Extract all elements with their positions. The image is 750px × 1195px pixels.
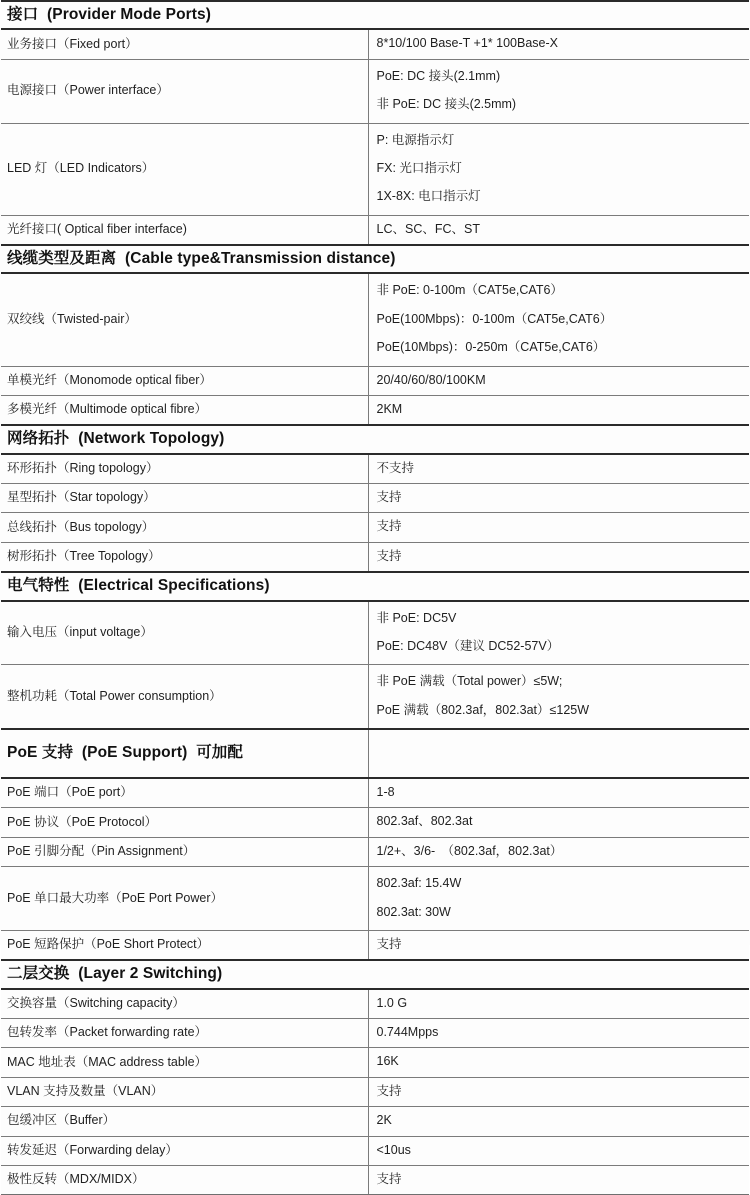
parameter-value-cell — [368, 454, 749, 484]
parameter-label: 包缓冲区（Buffer） — [7, 1113, 116, 1128]
section-title-cn: 接口 — [7, 6, 39, 23]
parameter-value: 16K — [376, 1054, 399, 1069]
parameter-value: 支持 — [376, 1171, 402, 1186]
parameter-label: 总线拓扑（Bus topology） — [7, 519, 155, 534]
table-row — [1, 123, 749, 215]
parameter-value-cell — [368, 1077, 749, 1106]
parameter-label: 星型拓扑（Star topology） — [7, 490, 156, 505]
parameter-value-cell — [368, 395, 749, 425]
parameter-label: 电源接口（Power interface） — [7, 83, 169, 98]
parameter-label: 业务接口（Fixed port） — [7, 36, 138, 51]
section-title-cn: 网络拓扑 — [7, 430, 70, 448]
table-row — [1, 59, 749, 123]
parameter-value-cell — [368, 837, 749, 866]
section-header-poe — [1, 729, 368, 778]
section-title-cn: 二层交换 — [7, 965, 70, 983]
section-title-en: (Layer 2 Switching) — [78, 965, 223, 983]
parameter-label: LED 灯（LED Indicators） — [7, 161, 155, 176]
parameter-value: 8*10/100 Base-T +1* 100Base-X — [376, 36, 558, 51]
parameter-label: 双绞线（Twisted-pair） — [7, 312, 137, 327]
parameter-label-cell — [1, 454, 368, 484]
section-header-row — [1, 425, 749, 453]
parameter-value: LC、SC、FC、ST — [376, 221, 480, 236]
parameter-label-cell — [1, 395, 368, 425]
section-title-cn: 线缆类型及距离 — [7, 250, 117, 267]
parameter-value: 支持 — [376, 548, 402, 563]
table-row — [1, 273, 749, 366]
parameter-value-cell — [368, 215, 749, 245]
parameter-value: 支持 — [376, 1083, 402, 1098]
parameter-label: PoE 短路保护（PoE Short Protect） — [7, 937, 210, 952]
parameter-label-cell — [1, 930, 368, 960]
parameter-value-cell — [368, 601, 749, 665]
section-title-cn: 电气特性 — [7, 577, 70, 595]
parameter-value-cell — [368, 1019, 749, 1048]
section-title — [7, 743, 362, 762]
parameter-value: PoE 满载（802.3af，802.3at）≤125W — [376, 702, 590, 717]
parameter-value-cell — [368, 29, 749, 59]
parameter-value: 1X-8X: 电口指示灯 — [376, 189, 481, 204]
parameter-label-cell — [1, 542, 368, 572]
parameter-value: 非 PoE: DC 接头(2.5mm) — [376, 97, 517, 112]
section-title-cn: PoE 支持 — [7, 744, 74, 762]
table-row — [1, 484, 749, 513]
parameter-value: PoE: DC48V（建议 DC52-57V） — [376, 638, 560, 653]
parameter-label: 多模光纤（Multimode optical fibre） — [7, 402, 208, 417]
table-row — [1, 1165, 749, 1194]
parameter-label: PoE 单口最大功率（PoE Port Power） — [7, 890, 224, 905]
parameter-label: 树形拓扑（Tree Topology） — [7, 549, 161, 564]
parameter-label-cell — [1, 215, 368, 245]
table-row — [1, 1048, 749, 1077]
parameter-value-cell — [368, 273, 749, 366]
table-row — [1, 837, 749, 866]
section-title — [7, 576, 743, 595]
table-row — [1, 215, 749, 245]
parameter-value: 不支持 — [376, 460, 415, 475]
table-row — [1, 867, 749, 931]
parameter-value: 支持 — [376, 519, 402, 534]
table-row — [1, 665, 749, 729]
table-row — [1, 1136, 749, 1165]
table-row — [1, 366, 749, 395]
parameter-value: 802.3af、802.3at — [376, 814, 473, 829]
parameter-value: 非 PoE: 0-100m（CAT5e,CAT6） — [376, 283, 563, 298]
table-row — [1, 29, 749, 59]
parameter-label-cell — [1, 1019, 368, 1048]
parameter-label: PoE 端口（PoE port） — [7, 785, 133, 800]
parameter-label-cell — [1, 273, 368, 366]
parameter-value-cell — [368, 513, 749, 542]
parameter-label-cell — [1, 1077, 368, 1106]
section-header-row — [1, 245, 749, 273]
parameter-label-cell — [1, 989, 368, 1019]
section-header-value — [368, 729, 749, 778]
parameter-value: 1-8 — [376, 785, 395, 799]
parameter-value-cell — [368, 867, 749, 931]
parameter-label: PoE 协议（PoE Protocol） — [7, 814, 158, 829]
parameter-value-cell — [368, 1107, 749, 1136]
section-header-row — [1, 960, 749, 988]
specification-table — [1, 0, 749, 1195]
table-row — [1, 1077, 749, 1106]
parameter-label: MAC 地址表（MAC address table） — [7, 1054, 208, 1069]
parameter-value-cell — [368, 484, 749, 513]
parameter-value-cell — [368, 59, 749, 123]
parameter-value-cell — [368, 989, 749, 1019]
table-row — [1, 778, 749, 808]
table-row — [1, 808, 749, 837]
parameter-value: 2K — [376, 1113, 392, 1128]
section-title-en: (Provider Mode Ports) — [47, 6, 212, 23]
parameter-label: 极性反转（MDX/MIDX） — [7, 1172, 145, 1187]
section-header-electrical — [1, 572, 749, 600]
section-header-row — [1, 1, 749, 29]
parameter-label: 光纤接口( Optical fiber interface) — [7, 221, 187, 236]
parameter-value: 1/2+、3/6- （802.3af，802.3at） — [376, 843, 563, 858]
section-title-en: (Electrical Specifications) — [78, 577, 270, 595]
parameter-label-cell — [1, 1165, 368, 1194]
table-row — [1, 930, 749, 960]
parameter-value: PoE(100Mbps)：0-100m（CAT5e,CAT6） — [376, 311, 613, 326]
parameter-value: 2KM — [376, 401, 403, 416]
parameter-label-cell — [1, 366, 368, 395]
parameter-value: 1.0 G — [376, 995, 408, 1010]
section-title-en: (Network Topology) — [78, 430, 225, 448]
parameter-label-cell — [1, 808, 368, 837]
parameter-label: 整机功耗（Total Power consumption） — [7, 688, 222, 703]
table-row — [1, 542, 749, 572]
parameter-value: 802.3af: 15.4W — [376, 876, 462, 891]
section-title — [7, 249, 743, 268]
parameter-label-cell — [1, 1136, 368, 1165]
parameter-value: FX: 光口指示灯 — [376, 160, 462, 175]
parameter-value: 支持 — [376, 490, 402, 504]
parameter-value-cell — [368, 665, 749, 729]
section-header-topology — [1, 425, 749, 453]
parameter-label: PoE 引脚分配（Pin Assignment） — [7, 844, 196, 859]
table-row — [1, 1107, 749, 1136]
parameter-label: 包转发率（Packet forwarding rate） — [7, 1025, 208, 1040]
parameter-label: 输入电压（input voltage） — [7, 625, 153, 639]
parameter-label: VLAN 支持及数量（VLAN） — [7, 1084, 164, 1099]
parameter-value-cell — [368, 778, 749, 808]
parameter-value-cell — [368, 1136, 749, 1165]
parameter-value: <10us — [376, 1142, 411, 1157]
table-row — [1, 989, 749, 1019]
table-row — [1, 454, 749, 484]
parameter-value-cell — [368, 930, 749, 960]
specification-table-body — [1, 1, 749, 1195]
parameter-value-cell — [368, 366, 749, 395]
parameter-value-cell — [368, 1165, 749, 1194]
parameter-value-cell — [368, 542, 749, 572]
parameter-label-cell — [1, 665, 368, 729]
parameter-label-cell — [1, 601, 368, 665]
parameter-value: 非 PoE: DC5V — [376, 610, 457, 625]
parameter-value: PoE(10Mbps)：0-250m（CAT5e,CAT6） — [376, 340, 606, 355]
parameter-label-cell — [1, 1048, 368, 1077]
table-row — [1, 601, 749, 665]
parameter-value: 非 PoE 满载（Total power）≤5W; — [376, 674, 563, 689]
parameter-value-cell — [368, 808, 749, 837]
parameter-label-cell — [1, 867, 368, 931]
parameter-label-cell — [1, 837, 368, 866]
section-header-cable — [1, 245, 749, 273]
table-row — [1, 1019, 749, 1048]
parameter-label-cell — [1, 513, 368, 542]
parameter-label-cell — [1, 778, 368, 808]
parameter-label-cell — [1, 29, 368, 59]
parameter-label: 转发延迟（Forwarding delay） — [7, 1142, 178, 1157]
section-header-ports — [1, 1, 749, 29]
parameter-label: 交换容量（Switching capacity） — [7, 995, 185, 1010]
parameter-value: 0.744Mpps — [376, 1025, 439, 1039]
parameter-value: 20/40/60/80/100KM — [376, 372, 486, 387]
parameter-label-cell — [1, 484, 368, 513]
parameter-value: 支持 — [376, 936, 402, 951]
parameter-value: 802.3at: 30W — [376, 904, 451, 919]
parameter-value: PoE: DC 接头(2.1mm) — [376, 68, 501, 83]
section-title-suffix: 可加配 — [196, 744, 244, 762]
parameter-label: 环形拓扑（Ring topology） — [7, 460, 159, 475]
section-header-row — [1, 729, 749, 778]
section-title-en: (PoE Support) — [81, 744, 188, 762]
parameter-label-cell — [1, 59, 368, 123]
section-title-en: (Cable type&Transmission distance) — [125, 250, 396, 267]
section-title — [7, 964, 743, 983]
parameter-value: P: 电源指示灯 — [376, 132, 455, 147]
parameter-value-cell — [368, 123, 749, 215]
parameter-value-cell — [368, 1048, 749, 1077]
parameter-label: 单模光纤（Monomode optical fiber） — [7, 372, 212, 387]
table-row — [1, 513, 749, 542]
section-header-row — [1, 572, 749, 600]
table-row — [1, 395, 749, 425]
section-header-layer2 — [1, 960, 749, 988]
section-title — [7, 5, 743, 24]
parameter-label-cell — [1, 123, 368, 215]
section-title — [7, 429, 743, 448]
parameter-label-cell — [1, 1107, 368, 1136]
